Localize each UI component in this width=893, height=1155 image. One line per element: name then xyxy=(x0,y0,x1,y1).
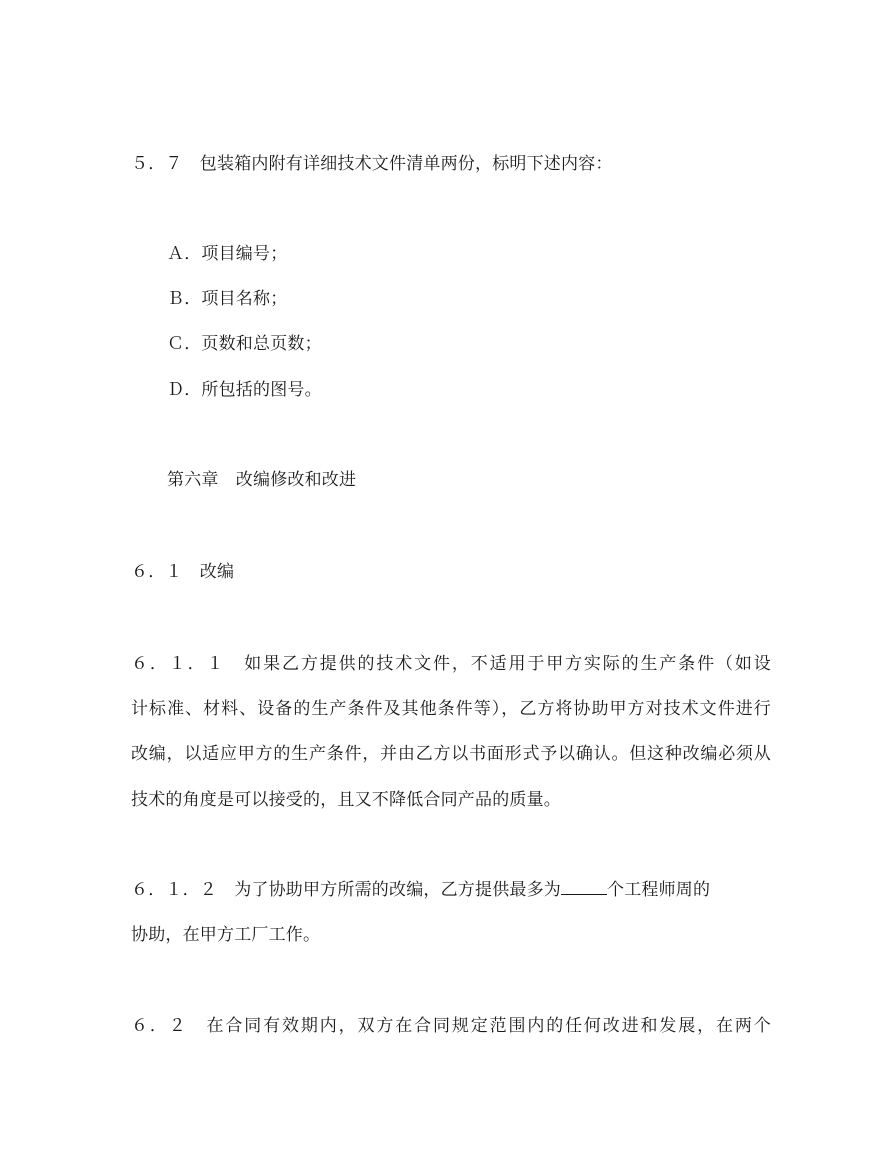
list-item: Ｃ．页数和总页数； xyxy=(167,334,322,354)
clause-6-1-1-line: 改编，以适应甲方的生产条件，并由乙方以书面形式予以确认。但这种改编必须从 xyxy=(131,744,771,764)
clause-6-1-1-line: 技术的角度是可以接受的，且又不降低合同产品的质量。 xyxy=(131,790,561,810)
list-item: Ｂ．项目名称； xyxy=(167,289,288,309)
clause-6-1-2-text-before: ６．１．２ 为了协助甲方所需的改编，乙方提供最多为 xyxy=(131,880,561,900)
clause-6-1-1-line: ６．１．１ 如果乙方提供的技术文件，不适用于甲方实际的生产条件（如设 xyxy=(131,654,771,674)
clause-6-1-2-text-after: 个工程师周的 xyxy=(607,880,711,900)
section-6-1-heading: ６．１ 改编 xyxy=(131,562,235,582)
clause-6-1-1-line: 计标准、材料、设备的生产条件及其他条件等），乙方将协助甲方对技术文件进行 xyxy=(131,699,771,719)
list-item: Ａ．项目编号； xyxy=(167,244,288,264)
chapter-title: 第六章 改编修改和改进 xyxy=(167,470,357,490)
list-item: Ｄ．所包括的图号。 xyxy=(167,380,322,400)
clause-5-7: ５．７ 包装箱内附有详细技术文件清单两份，标明下述内容： xyxy=(131,154,613,174)
fill-in-blank xyxy=(561,880,607,895)
clause-6-1-2-line: 协助，在甲方工厂工作。 xyxy=(131,925,321,945)
clause-6-2-line: ６．２ 在合同有效期内，双方在合同规定范围内的任何改进和发展，在两个 xyxy=(131,1016,771,1036)
clause-6-1-2-line xyxy=(131,880,771,900)
